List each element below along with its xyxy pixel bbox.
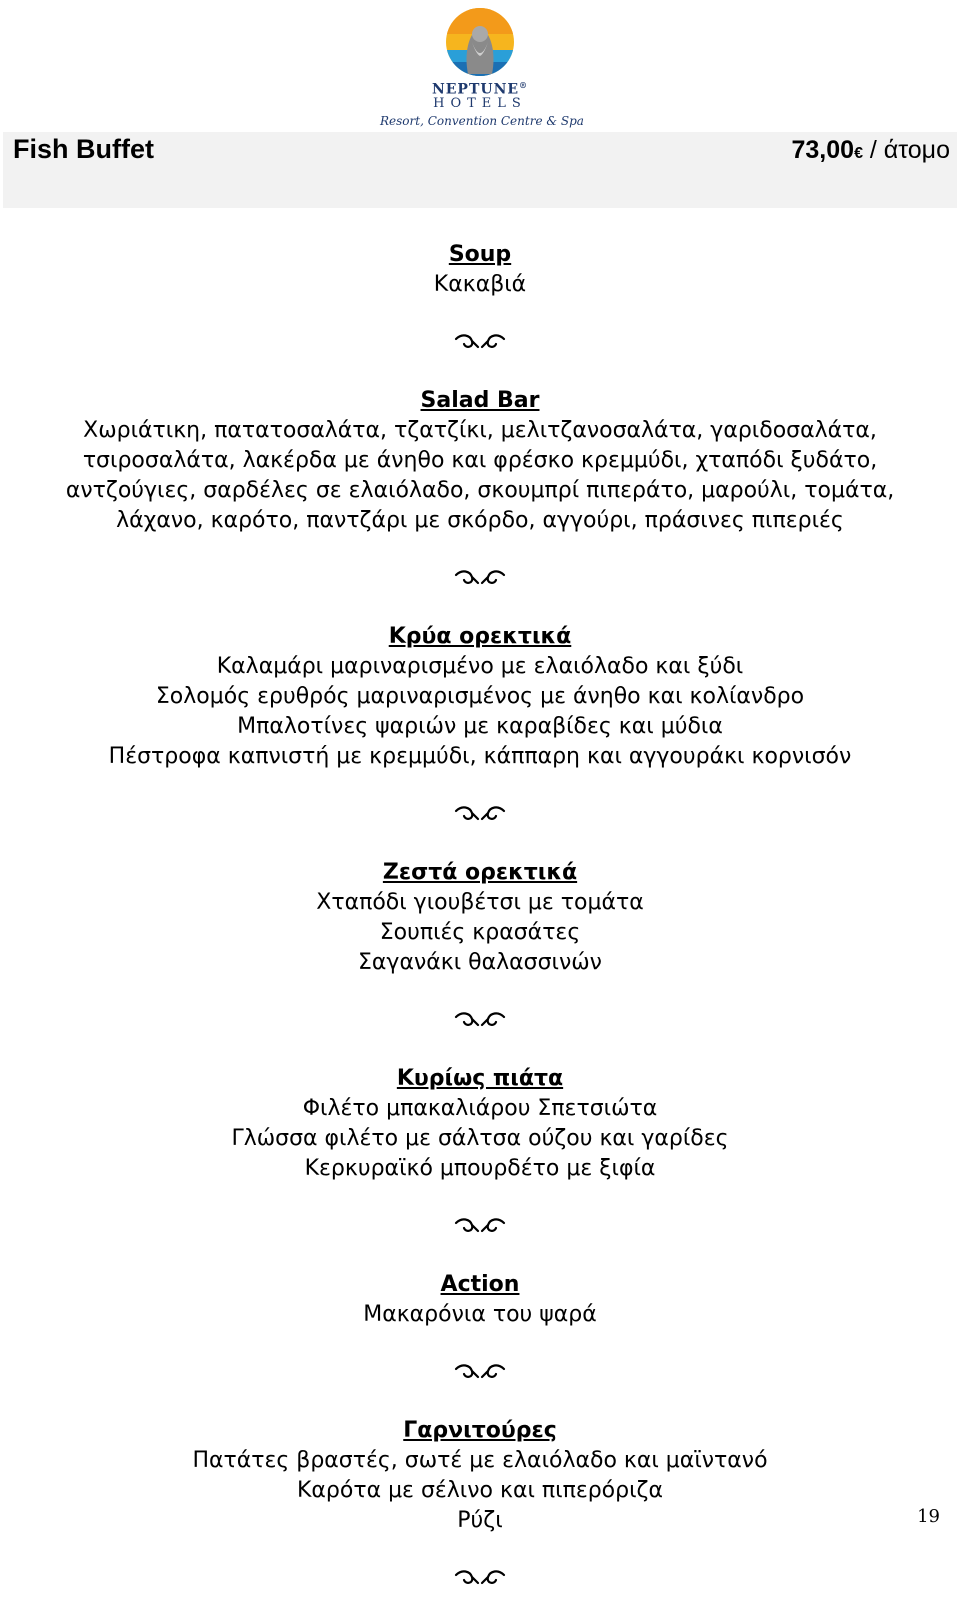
menu-section [0,858,960,978]
menu-item: Πέστροφα καπνιστή με κρεμμύδι, κάππαρη και αγγουράκι κορνισόν [108,744,852,769]
menu-item: Μπαλοτίνες ψαριών με καραβίδες και μύδια [237,714,723,739]
menu-item: Ρύζι [457,1508,503,1533]
flourish-ornament-icon [452,1363,508,1383]
menu-section [0,1270,960,1330]
menu-item: αντζούγιες, σαρδέλες σε ελαιόλαδο, σκουμπρί πιπεράτο, μαρούλι, τομάτα, [65,478,895,503]
flourish-ornament-icon [452,333,508,353]
flourish-ornament-icon [452,1217,508,1237]
flourish-ornament-icon [452,805,508,825]
flourish-ornament-icon [452,1011,508,1031]
menu-item: Καρότα με σέλινο και πιπερόριζα [296,1478,664,1503]
menu-item: τσιροσαλάτα, λακέρδα με άνηθο και φρέσκο κρεμμύδι, χταπόδι ξυδάτο, [82,448,878,473]
menu-item: Σαγανάκι θαλασσινών [358,950,602,975]
menu-item: Κακαβιά [433,272,527,297]
neptune-hotels-logo [380,4,584,132]
menu-section [0,622,960,772]
menu-section [0,386,960,536]
menu-title: Fish Buffet [13,134,154,164]
menu-price [792,136,951,165]
brand-name: NEPTUNE® [431,80,529,98]
section-title: Salad Bar [420,388,540,413]
section-title: Γαρνιτούρες [403,1418,557,1443]
menu-body [0,240,960,1622]
section-divider [0,1536,960,1622]
flourish-ornament-icon [452,1569,508,1589]
section-title: Soup [448,242,512,267]
section-divider [0,978,960,1064]
menu-item: λάχανο, καρότο, παντζάρι με σκόρδο, αγγούρι, πράσινες πιπεριές [116,508,844,533]
menu-item: Γλώσσα φιλέτο με σάλτσα ούζου και γαρίδες [231,1126,729,1151]
menu-item: Χωριάτικη, πατατοσαλάτα, τζατζίκι, μελιτζανοσαλάτα, γαριδοσαλάτα, [83,418,877,443]
section-title: Action [440,1272,520,1297]
menu-item: Σουπιές κρασάτες [379,920,581,945]
menu-item: Σολομός ερυθρός μαριναρισμένος με άνηθο και κολίανδρο [155,684,805,709]
brand-tagline: Resort, Convention Centre & Spa [380,114,584,128]
price-currency: € [854,145,863,162]
section-title: Ζεστά ορεκτικά [382,860,578,885]
menu-section [0,1416,960,1536]
menu-section [0,240,960,300]
section-divider [0,536,960,622]
menu-item: Φιλέτο μπακαλιάρου Σπετσιώτα [302,1096,658,1121]
menu-item: Καλαμάρι μαριναρισμένο με ελαιόλαδο και ξύδι [216,654,744,679]
menu-section [0,1064,960,1184]
menu-item: Πατάτες βραστές, σωτέ με ελαιόλαδο και μαϊντανό [192,1448,768,1473]
section-divider [0,772,960,858]
brand-subname: HOTELS [433,96,527,111]
section-divider [0,1184,960,1270]
menu-item: Κερκυραϊκό μπουρδέτο με ξιφία [304,1156,656,1181]
sun-medallion-icon [380,4,580,80]
section-title: Κυρίως πιάτα [396,1066,564,1091]
page-number: 19 [917,1506,940,1527]
section-divider [0,1330,960,1416]
price-amount: 73,00 [791,136,855,164]
menu-item: Μακαρόνια του ψαρά [363,1302,597,1327]
price-per-person: / άτομο [862,136,950,164]
flourish-ornament-icon [452,569,508,589]
menu-item: Χταπόδι γιουβέτσι με τομάτα [316,890,644,915]
section-title: Κρύα ορεκτικά [388,624,572,649]
section-divider [0,300,960,386]
